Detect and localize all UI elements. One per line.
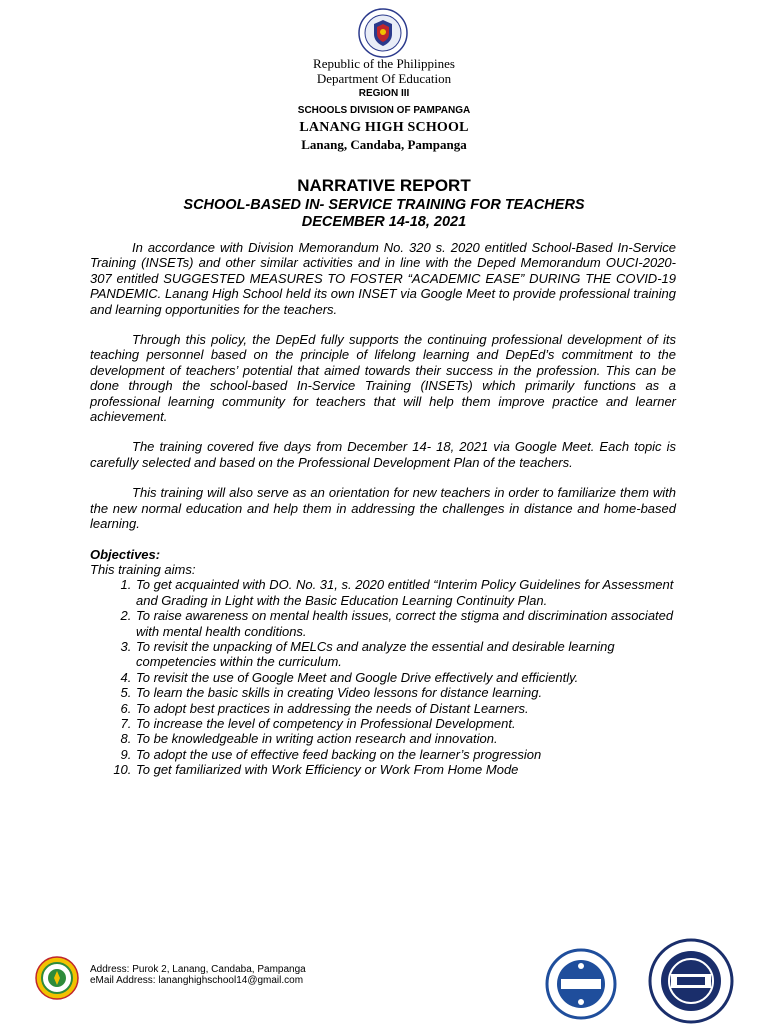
list-item: 7. To increase the level of competency in Professional Development. — [135, 716, 676, 731]
iqnet-certification-icon — [545, 948, 617, 1020]
paragraph-intro: In accordance with Division Memorandum No. 320 s. 2020 entitled School-Based In-Service Training (INSETs) and other similar activities and in line with the Deped Memorandum OUCI-2020-307 entitled SUGGESTED MEASURES TO FOSTER “ACADEMIC EASE” DURING THE COVID-19 PANDEMIC. Lanang High School held its own INSET via Google Meet to provide professional training and learning opportunities for the teachers. — [90, 240, 676, 317]
document-title: NARRATIVE REPORT — [297, 176, 471, 195]
list-item: 9. To adopt the use of effective feed backing on the learner’s progression — [135, 747, 676, 762]
division-line: SCHOOLS DIVISION OF PAMPANGA — [297, 105, 471, 116]
dqp-certification-icon — [648, 938, 734, 1024]
deped-seal-icon — [358, 8, 408, 58]
objectives-heading: Objectives: — [90, 546, 161, 562]
letterhead — [0, 56, 768, 152]
school-location: Lanang, Candaba, Pampanga — [301, 137, 467, 152]
school-name: LANANG HIGH SCHOOL — [299, 120, 469, 135]
list-item: 8. To be knowledgeable in writing action research and innovation. — [135, 731, 676, 746]
list-item: 4. To revisit the use of Google Meet and Google Drive effectively and efficiently. — [135, 670, 676, 685]
paragraph-orientation: This training will also serve as an orientation for new teachers in order to familiarize them with the new normal education and help them in addressing the challenges in distance and home-based learning. — [90, 485, 676, 532]
list-item: 5. To learn the basic skills in creating Video lessons for distance learning. — [135, 685, 676, 700]
list-item: 2. To raise awareness on mental health issues, correct the stigma and discrimination associated with mental health conditions. — [135, 608, 676, 639]
objectives-intro: This training aims: — [90, 561, 196, 577]
footer-address: Address: Purok 2, Lanang, Candaba, Pampanga — [90, 964, 306, 975]
paragraph-schedule: The training covered five days from December 14- 18, 2021 via Google Meet. Each topic is carefully selected and based on the Professional Development Plan of the teachers. — [90, 439, 676, 470]
report-body — [90, 240, 676, 778]
document-subtitle — [0, 197, 768, 231]
republic-line: Republic of the Philippines — [313, 56, 455, 71]
department-line: Department Of Education — [316, 71, 452, 86]
objectives-list — [90, 577, 676, 777]
list-item: 6. To adopt best practices in addressing the needs of Distant Learners. — [135, 701, 676, 716]
subtitle-date: DECEMBER 14-18, 2021 — [301, 214, 467, 230]
list-item: 3. To revisit the unpacking of MELCs and analyze the essential and desirable learning competencies within the curriculum. — [135, 639, 676, 670]
paragraph-policy: Through this policy, the DepEd fully supports the continuing professional development of its teaching personnel based on the principle of lifelong learning and DepEd’s commitment to the development of teachers’ potential that aimed towards their success in the profession. This can be done through the school-based In-Service Training (INSETs) which primarily functions as a professional learning community for teachers that will help them improve practice and learner achievement. — [90, 332, 676, 425]
footer-contact — [90, 964, 306, 986]
region-line: REGION III — [358, 88, 410, 99]
list-item: 1. To get acquainted with DO. No. 31, s. 2020 entitled “Interim Policy Guidelines for Assessment and Grading in Light with the Basic Education Learning Continuity Plan. — [135, 577, 676, 608]
list-item: 10. To get familiarized with Work Efficiency or Work From Home Mode — [135, 762, 676, 777]
school-logo-icon — [35, 956, 79, 1000]
subtitle-training: SCHOOL-BASED IN- SERVICE TRAINING FOR TEACHERS — [183, 197, 585, 213]
footer-email: eMail Address: lananghighschool14@gmail.com — [90, 975, 304, 986]
